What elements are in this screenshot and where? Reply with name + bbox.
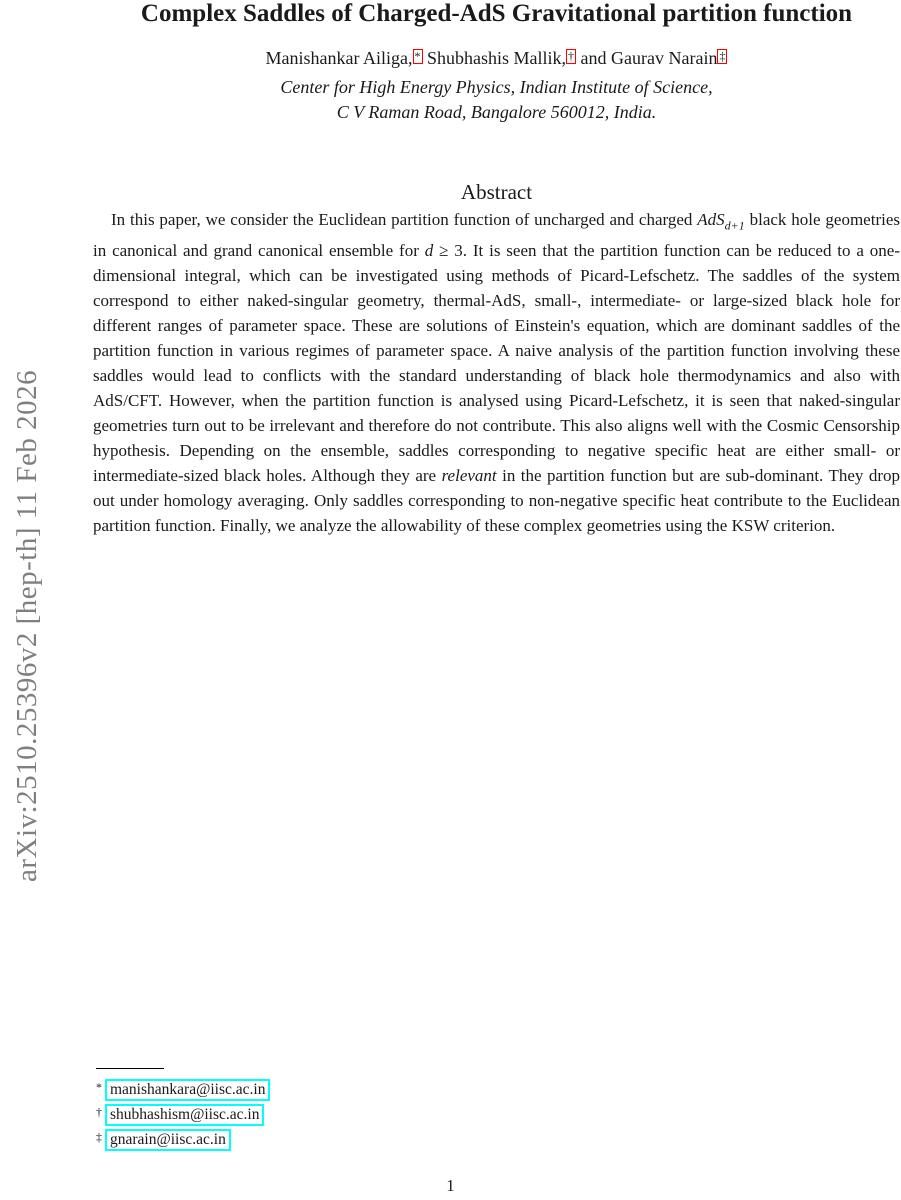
abstract-seg-3: ≥ 3. It is seen that the partition function can be reduced to a one-dimensional integral, which can be investigated using methods of Picard-Lefschetz. The saddles of the system correspond to either naked-singular geometry, thermal-AdS, small-, intermediate- or large-sized black hole for different ranges of parameter space. These are solutions of Einstein's equation, which are dominant saddles of the partition function in various regimes of parameter space. A naive analysis of the partition function involving these saddles would lead to conflicts with the standard understanding of black hole thermodynamics and also with AdS/CFT. However, when the partition function is analysed using Picard-Lefschetz, it is seen that naked-singular geometries turn out to be irrelevant and therefore do not contribute. This also aligns well with the Cosmic Censorship hypothesis. Depending on the ensemble, saddles corresponding to negative specific heat are either small- or intermediate-sized black holes. Although they are bbox=[93, 241, 900, 486]
author-1 bbox=[266, 48, 423, 68]
footnote-3 bbox=[93, 1126, 270, 1151]
footnote-2 bbox=[93, 1101, 270, 1126]
author-3-name: and Gaurav Narain bbox=[580, 48, 718, 68]
paper-content bbox=[93, 0, 900, 538]
email-link-2[interactable]: shubhashism@iisc.ac.in bbox=[105, 1104, 264, 1126]
footnote-3-marker: ‡ bbox=[96, 1130, 102, 1144]
footnotes bbox=[93, 1068, 270, 1151]
email-link-1[interactable]: manishankara@iisc.ac.in bbox=[105, 1079, 270, 1101]
affiliation-line-1: Center for High Energy Physics, Indian Institute of Science, bbox=[280, 77, 713, 97]
abstract-seg-2: black hole geometries in canonical and grand canonical ensemble for bbox=[93, 210, 900, 261]
page-number: 1 bbox=[446, 1176, 455, 1195]
author-2-name: Shubhashis Mallik, bbox=[427, 48, 567, 68]
footnote-1-marker: * bbox=[96, 1080, 102, 1094]
math-ads-subscript: d+1 bbox=[724, 218, 745, 233]
math-ads: AdS bbox=[697, 210, 725, 229]
author-1-name: Manishankar Ailiga, bbox=[265, 48, 413, 68]
footnote-1 bbox=[93, 1076, 270, 1101]
abstract-text bbox=[93, 207, 900, 538]
author-2 bbox=[427, 48, 576, 68]
author-1-footnote-link[interactable]: * bbox=[414, 49, 421, 63]
abstract-emphasis-relevant: relevant bbox=[441, 466, 497, 486]
math-d: d bbox=[424, 241, 434, 261]
affiliation bbox=[93, 75, 900, 125]
abstract-seg-1: In this paper, we consider the Euclidean partition function of uncharged and charged bbox=[111, 210, 698, 229]
author-2-footnote-link[interactable]: † bbox=[568, 49, 575, 63]
abstract-heading: Abstract bbox=[460, 180, 533, 204]
email-link-3[interactable]: gnarain@iisc.ac.in bbox=[105, 1129, 231, 1151]
author-3 bbox=[581, 48, 728, 68]
paper-title: Complex Saddles of Charged-AdS Gravitational partition function bbox=[140, 0, 853, 27]
footnote-2-marker: † bbox=[96, 1105, 102, 1119]
author-line bbox=[93, 48, 900, 68]
abstract-seg-4: in the partition function but are sub-dominant. They drop out under homology averaging. Only saddles corresponding to non-negative specific heat contribute to the Euclidean partition function. Finally, we analyze the allowability of these complex geometries using the KSW criterion. bbox=[93, 466, 901, 536]
footnote-rule bbox=[96, 1068, 164, 1069]
affiliation-line-2: C V Raman Road, Bangalore 560012, India. bbox=[336, 102, 657, 122]
arxiv-watermark: arXiv:2510.25396v2 [hep-th] 11 Feb 2026 bbox=[11, 369, 43, 882]
author-3-footnote-link[interactable]: ‡ bbox=[719, 49, 726, 63]
